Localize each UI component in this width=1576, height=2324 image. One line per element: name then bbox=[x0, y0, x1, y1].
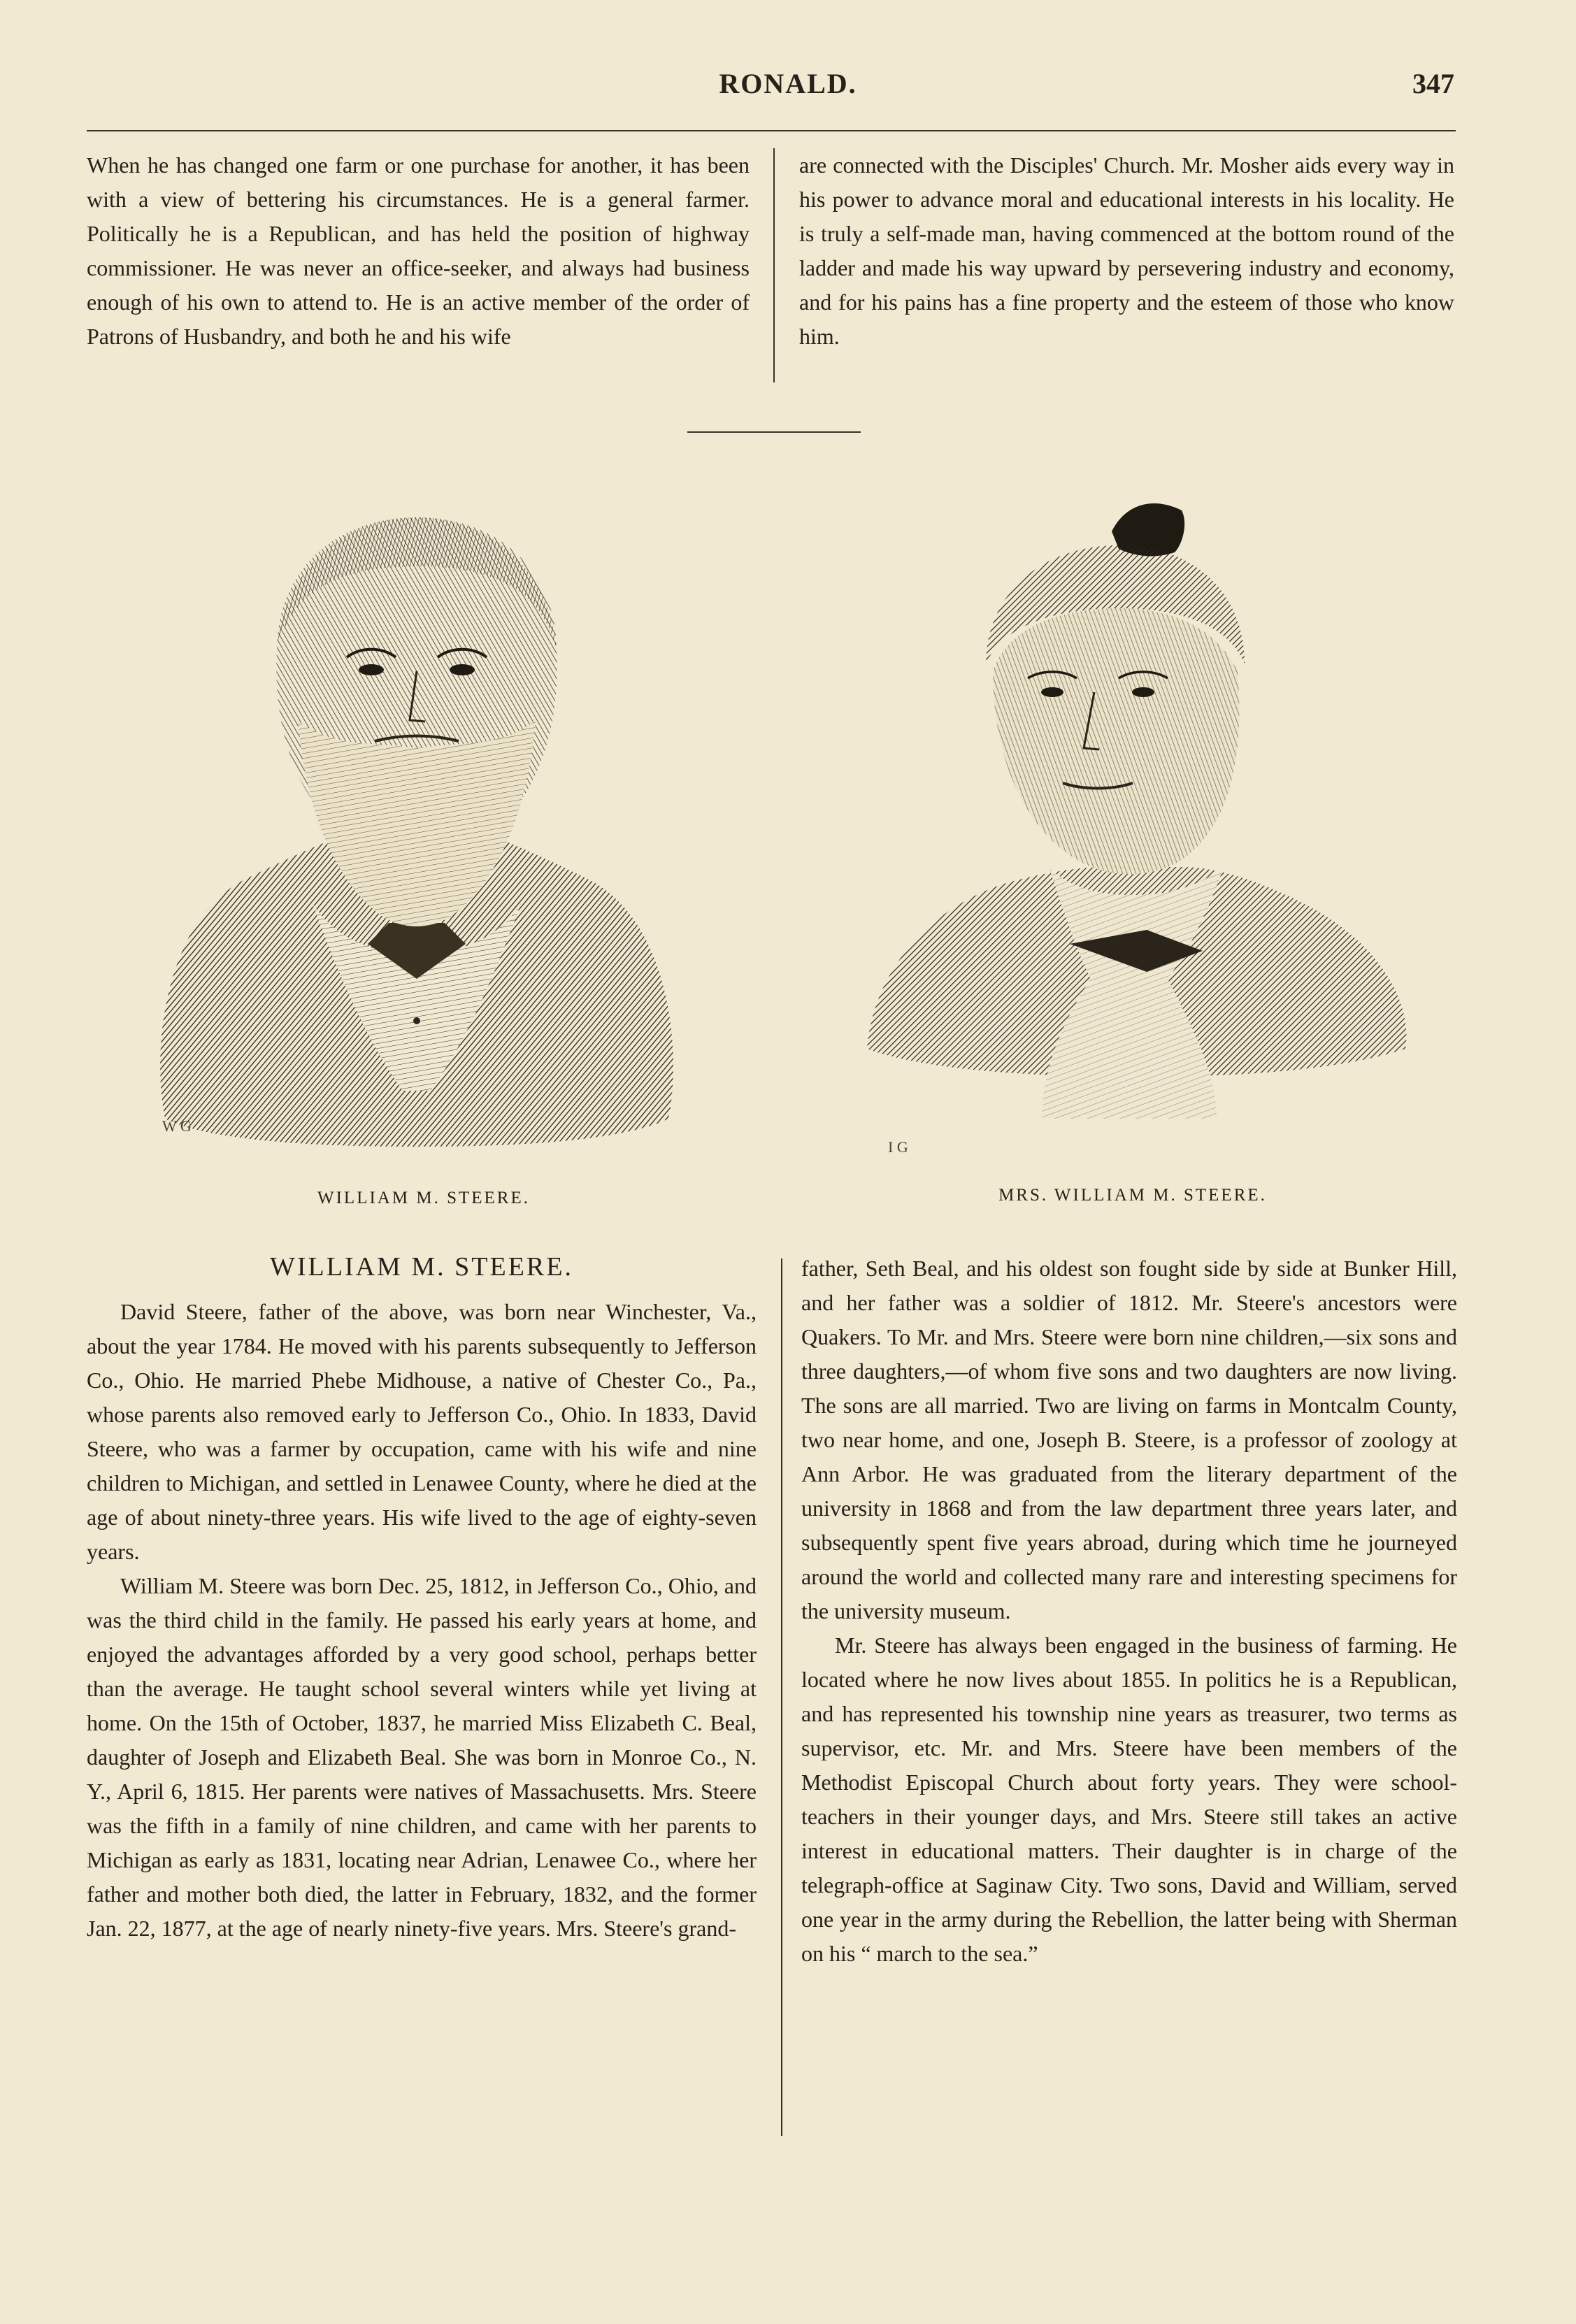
top-left-paragraph: When he has changed one farm or one purchase for another, it has been with a view of bettering his circumstances. He is a general farmer. Politically he is a Republican, and has held the position of highway commissioner. He was never an office-seeker, and always had business enough of his own to attend to. He is an active member of the order of Patrons of Husbandry, and both he and his wife bbox=[87, 152, 750, 349]
article-paragraph: William M. Steere was born Dec. 25, 1812, in Jefferson Co., Ohio, and was the third child in the family. He passed his early years at home, and enjoyed the advantages afforded by a very good school, perhaps better than the average. He taught school several winters while yet living at home. On the 15th of October, 1837, he married Miss Elizabeth C. Beal, daughter of Joseph and Elizabeth Beal. She was born in Monroe Co., N. Y., April 6, 1815. Her parents were natives of Massachusetts. Mrs. Steere was the fifth in a family of nine children, and came with her parents to Michigan as early as 1831, locating near Adrian, Lenawee Co., where her father and mother both died, the latter in February, 1832, and the former Jan. 22, 1877, at the age of nearly ninety-five years. Mrs. Steere's grand- bbox=[87, 1573, 757, 1941]
header-rule bbox=[87, 130, 1456, 131]
top-column-divider bbox=[773, 148, 775, 382]
article-paragraph: Mr. Steere has always been engaged in the business of farming. He located where he now lives about 1855. In politics he is a Republican, and has represented his township nine years as treasurer, two terms as supervisor, etc. Mr. and Mrs. Steere have been members of the Methodist Episcopal Church about forty years. They were school-teachers in their younger days, and Mrs. Steere still takes an active interest in educational matters. Their daughter is in charge of the telegraph-office at Saginaw City. Two sons, David and William, served one year in the army during the Rebellion, the latter being with Sherman on his “ march to the sea.” bbox=[801, 1633, 1457, 1966]
portrait-mrs-william-m-steere bbox=[853, 489, 1426, 1168]
top-right-paragraph: are connected with the Disciples' Church. Mr. Mosher aids every way in his power to advance moral and educational interests in his locality. He is truly a self-made man, having commenced at the bottom round of the ladder and made his way upward by persevering industry and economy, and for his pains has a fine property and the esteem of those who know him. bbox=[799, 152, 1454, 349]
article-heading: WILLIAM M. STEERE. bbox=[270, 1252, 573, 1282]
article-paragraph: father, Seth Beal, and his oldest son fought side by side at Bunker Hill, and her father was a soldier of 1812. Mr. Steere's ancestors were Quakers. To Mr. and Mrs. Steere were born nine children,—six sons and three daughters,—of whom five sons and two daughters are now living. The sons are all married. Two are living on farms in Montcalm County, two near home, and one, Joseph B. Steere, is a professor of zoology at Ann Arbor. He was graduated from the literary department of the university in 1868 and from the law department three years later, and subsequently spent five years abroad, during which time he journeyed around the world and collected many rare and interesting specimens for the university museum. bbox=[801, 1256, 1457, 1623]
engraver-mark-right: I G bbox=[888, 1138, 908, 1156]
caption-william-m-steere: WILLIAM M. STEERE. bbox=[317, 1189, 530, 1207]
running-header-title: RONALD. bbox=[719, 68, 857, 99]
portrait-william-m-steere bbox=[137, 489, 696, 1168]
top-right-column bbox=[799, 148, 1454, 354]
article-paragraph: David Steere, father of the above, was born near Winchester, Va., about the year 1784. He moved with his parents subsequently to Jefferson Co., Ohio. He married Phebe Midhouse, a native of Chester Co., Pa., whose parents also removed early to Jefferson Co., Ohio. In 1833, David Steere, who was a farmer by occupation, came with his wife and nine children to Michigan, and settled in Lenawee County, where he died at the age of about ninety-three years. His wife lived to the age of eighty-seven years. bbox=[87, 1299, 757, 1564]
article-right-column bbox=[801, 1251, 1457, 1971]
engraver-mark-left: W G bbox=[162, 1117, 192, 1135]
caption-mrs-william-m-steere: MRS. WILLIAM M. STEERE. bbox=[998, 1186, 1267, 1205]
top-left-column bbox=[87, 148, 750, 354]
page-number: 347 bbox=[1412, 68, 1454, 99]
article-column-divider bbox=[781, 1258, 782, 2136]
article-left-column bbox=[87, 1295, 757, 1946]
section-divider bbox=[687, 431, 861, 433]
